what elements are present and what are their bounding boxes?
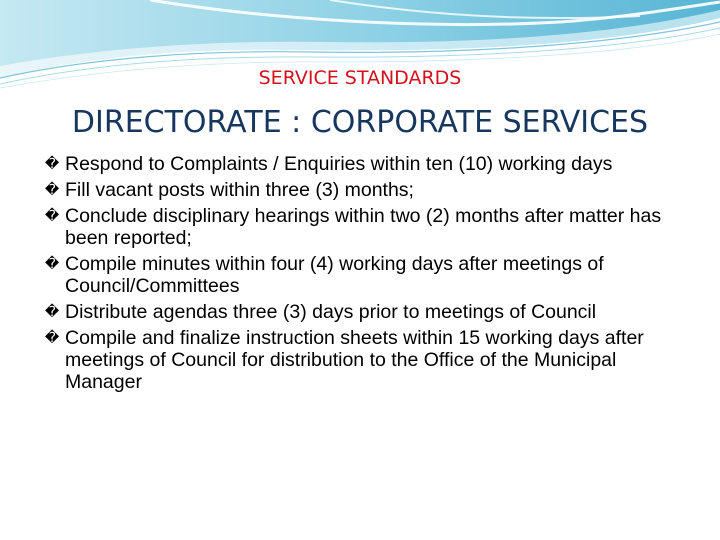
list-item-text: Compile and finalize instruction sheets within 15 working days after meetings of Council for distribution to the Office of the Municipal Manager — [65, 327, 644, 393]
bullet-glyph: � — [44, 182, 60, 198]
service-standards-list — [44, 153, 694, 397]
bullet-glyph: � — [44, 208, 60, 224]
bullet-glyph: � — [44, 330, 60, 346]
list-item-text: Respond to Complaints / Enquiries within ten (10) working days — [65, 153, 613, 175]
list-item-text: Conclude disciplinary hearings within two (2) months after matter has been reported; — [65, 205, 662, 249]
bullet-glyph: � — [44, 304, 60, 320]
list-item — [44, 253, 694, 297]
list-item-text: Compile minutes within four (4) working days after meetings of Council/Committees — [65, 253, 604, 297]
bullet-glyph: � — [44, 156, 60, 172]
list-item-text: Distribute agendas three (3) days prior to meetings of Council — [65, 301, 597, 323]
slide-subtitle: SERVICE STANDARDS — [258, 67, 462, 89]
list-item — [44, 301, 694, 323]
slide-title: DIRECTORATE : CORPORATE SERVICES — [71, 105, 649, 140]
bullet-glyph: � — [44, 256, 60, 272]
list-item — [44, 153, 694, 175]
list-item — [44, 205, 694, 249]
list-item-text: Fill vacant posts within three (3) months; — [65, 179, 414, 201]
list-item — [44, 327, 694, 393]
list-item — [44, 179, 694, 201]
